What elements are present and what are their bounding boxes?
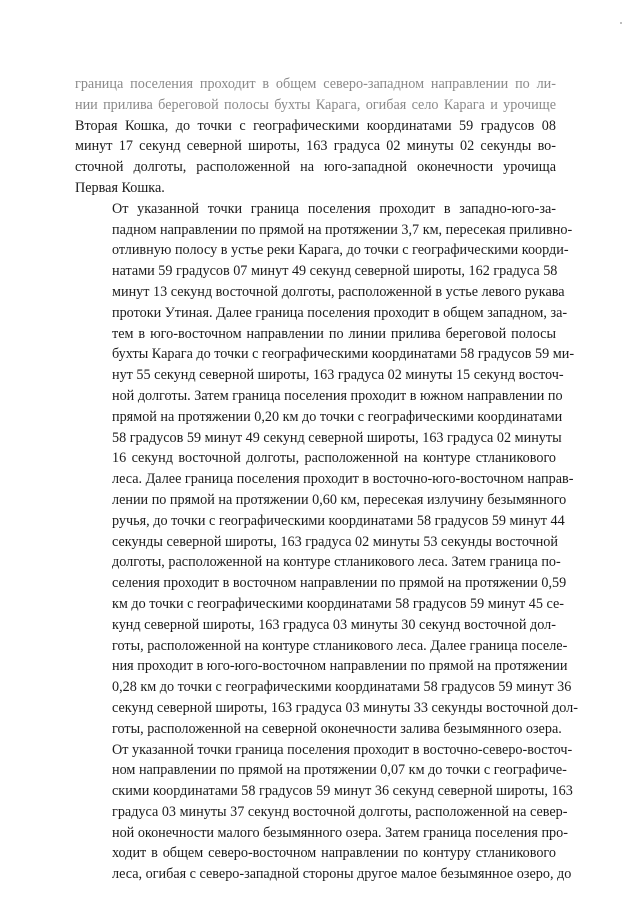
text-line: нут 55 секунд северной широты, 163 градуса 02 минуты 15 секунд восточ- [112, 367, 564, 384]
text-line: градуса 03 минуты 37 секунд восточной долготы, расположенной на север- [112, 803, 568, 820]
text-line: 58 градусов 59 минут 49 секунд северной широты, 163 градуса 02 минуты [112, 429, 562, 446]
text-line: леса. Далее граница поселения проходит в восточно-юго-восточном направ- [112, 471, 574, 488]
text-line: 16 секунд восточной долготы, расположенной на контуре стланикового [112, 450, 556, 467]
text-line: граница поселения проходит в общем северо-западном направлении по ли- [75, 76, 556, 92]
text-line: сточной долготы, расположенной на юго-западной оконечности урочища [75, 159, 556, 176]
text-line: протоки Утиная. Далее граница поселения проходит в общем западном, за- [112, 304, 568, 321]
text-line: готы, расположенной на северной оконечности залива безымянного озера. [112, 720, 562, 737]
text-line: кунд северной широты, 163 градуса 03 минуты 30 секунд восточной дол- [112, 616, 556, 633]
document-body [75, 74, 578, 885]
text-line: бухты Карага до точки с географическими координатами 58 градусов 59 ми- [112, 346, 575, 363]
text-line: ном направлении по прямой на протяжении 0,07 км до точки с географиче- [112, 762, 567, 779]
text-line: лении по прямой на протяжении 0,60 км, пересекая излучину безымянного [112, 491, 567, 508]
text-line: натами 59 градусов 07 минут 49 секунд северной широты, 162 градуса 58 [112, 263, 558, 280]
text-line: ной оконечности малого безымянного озера. Затем граница поселения про- [112, 824, 568, 841]
text-line: минут 17 секунд северной широты, 163 градуса 02 минуты 02 секунды во- [75, 138, 556, 155]
text-line: 0,28 км до точки с географическими координатами 58 градусов 59 минут 36 [112, 679, 572, 696]
text-line: селения проходит в восточном направлении по прямой на протяжении 0,59 [112, 575, 567, 592]
text-line: ной долготы. Затем граница поселения проходит в южном направлении по [112, 387, 563, 404]
text-line: тем в юго-восточном направлении по линии прилива береговой полосы [112, 325, 556, 342]
text-line: нии прилива береговой полосы бухты Карага, огибая село Карага и урочище [75, 96, 556, 113]
text-line: км до точки с географическими координатами 58 градусов 59 минут 45 се- [112, 595, 564, 612]
text-line: отливную полосу в устье реки Карага, до точки с географическими коорди- [112, 242, 569, 259]
paragraph-2 [75, 199, 578, 885]
text-line: От указанной точки граница поселения проходит в западно-юго-за- [112, 200, 556, 217]
scan-speck [620, 22, 622, 24]
text-line: готы, расположенной на контуре стланикового леса. Далее граница поселе- [112, 637, 568, 654]
text-line: Вторая Кошка, до точки с географическими координатами 59 градусов 08 [75, 117, 556, 134]
text-line: минут 13 секунд восточной долготы, расположенной в устье левого рукава [112, 283, 565, 300]
text-line: скими координатами 58 градусов 59 минут 36 секунд северной широты, 163 [112, 783, 573, 800]
paragraph-1 [75, 74, 556, 199]
text-line: От указанной точки граница поселения проходит в восточно-северо-восточ- [112, 741, 573, 758]
text-line: леса, огибая с северо-западной стороны другое малое безымянное озеро, до [112, 866, 572, 883]
text-line: падном направлении по прямой на протяжении 3,7 км, пересекая приливно- [112, 221, 573, 238]
text-line: долготы, расположенной на контуре стланикового леса. Затем граница по- [112, 554, 561, 571]
text-line: ния проходит в юго-юго-восточном направлении по прямой на протяжении [112, 658, 568, 675]
text-line: секунд северной широты, 163 градуса 03 минуты 33 секунды восточной дол- [112, 699, 578, 716]
text-line: ходит в общем северо-восточном направлении по контуру стланикового [112, 845, 556, 862]
text-line: Первая Кошка. [75, 179, 165, 196]
text-line: прямой на протяжении 0,20 км до точки с географическими координатами [112, 408, 563, 425]
text-line: секунды северной широты, 163 градуса 02 минуты 53 секунды восточной [112, 533, 558, 550]
text-line: ручья, до точки с географическими координатами 58 градусов 59 минут 44 [112, 512, 565, 529]
